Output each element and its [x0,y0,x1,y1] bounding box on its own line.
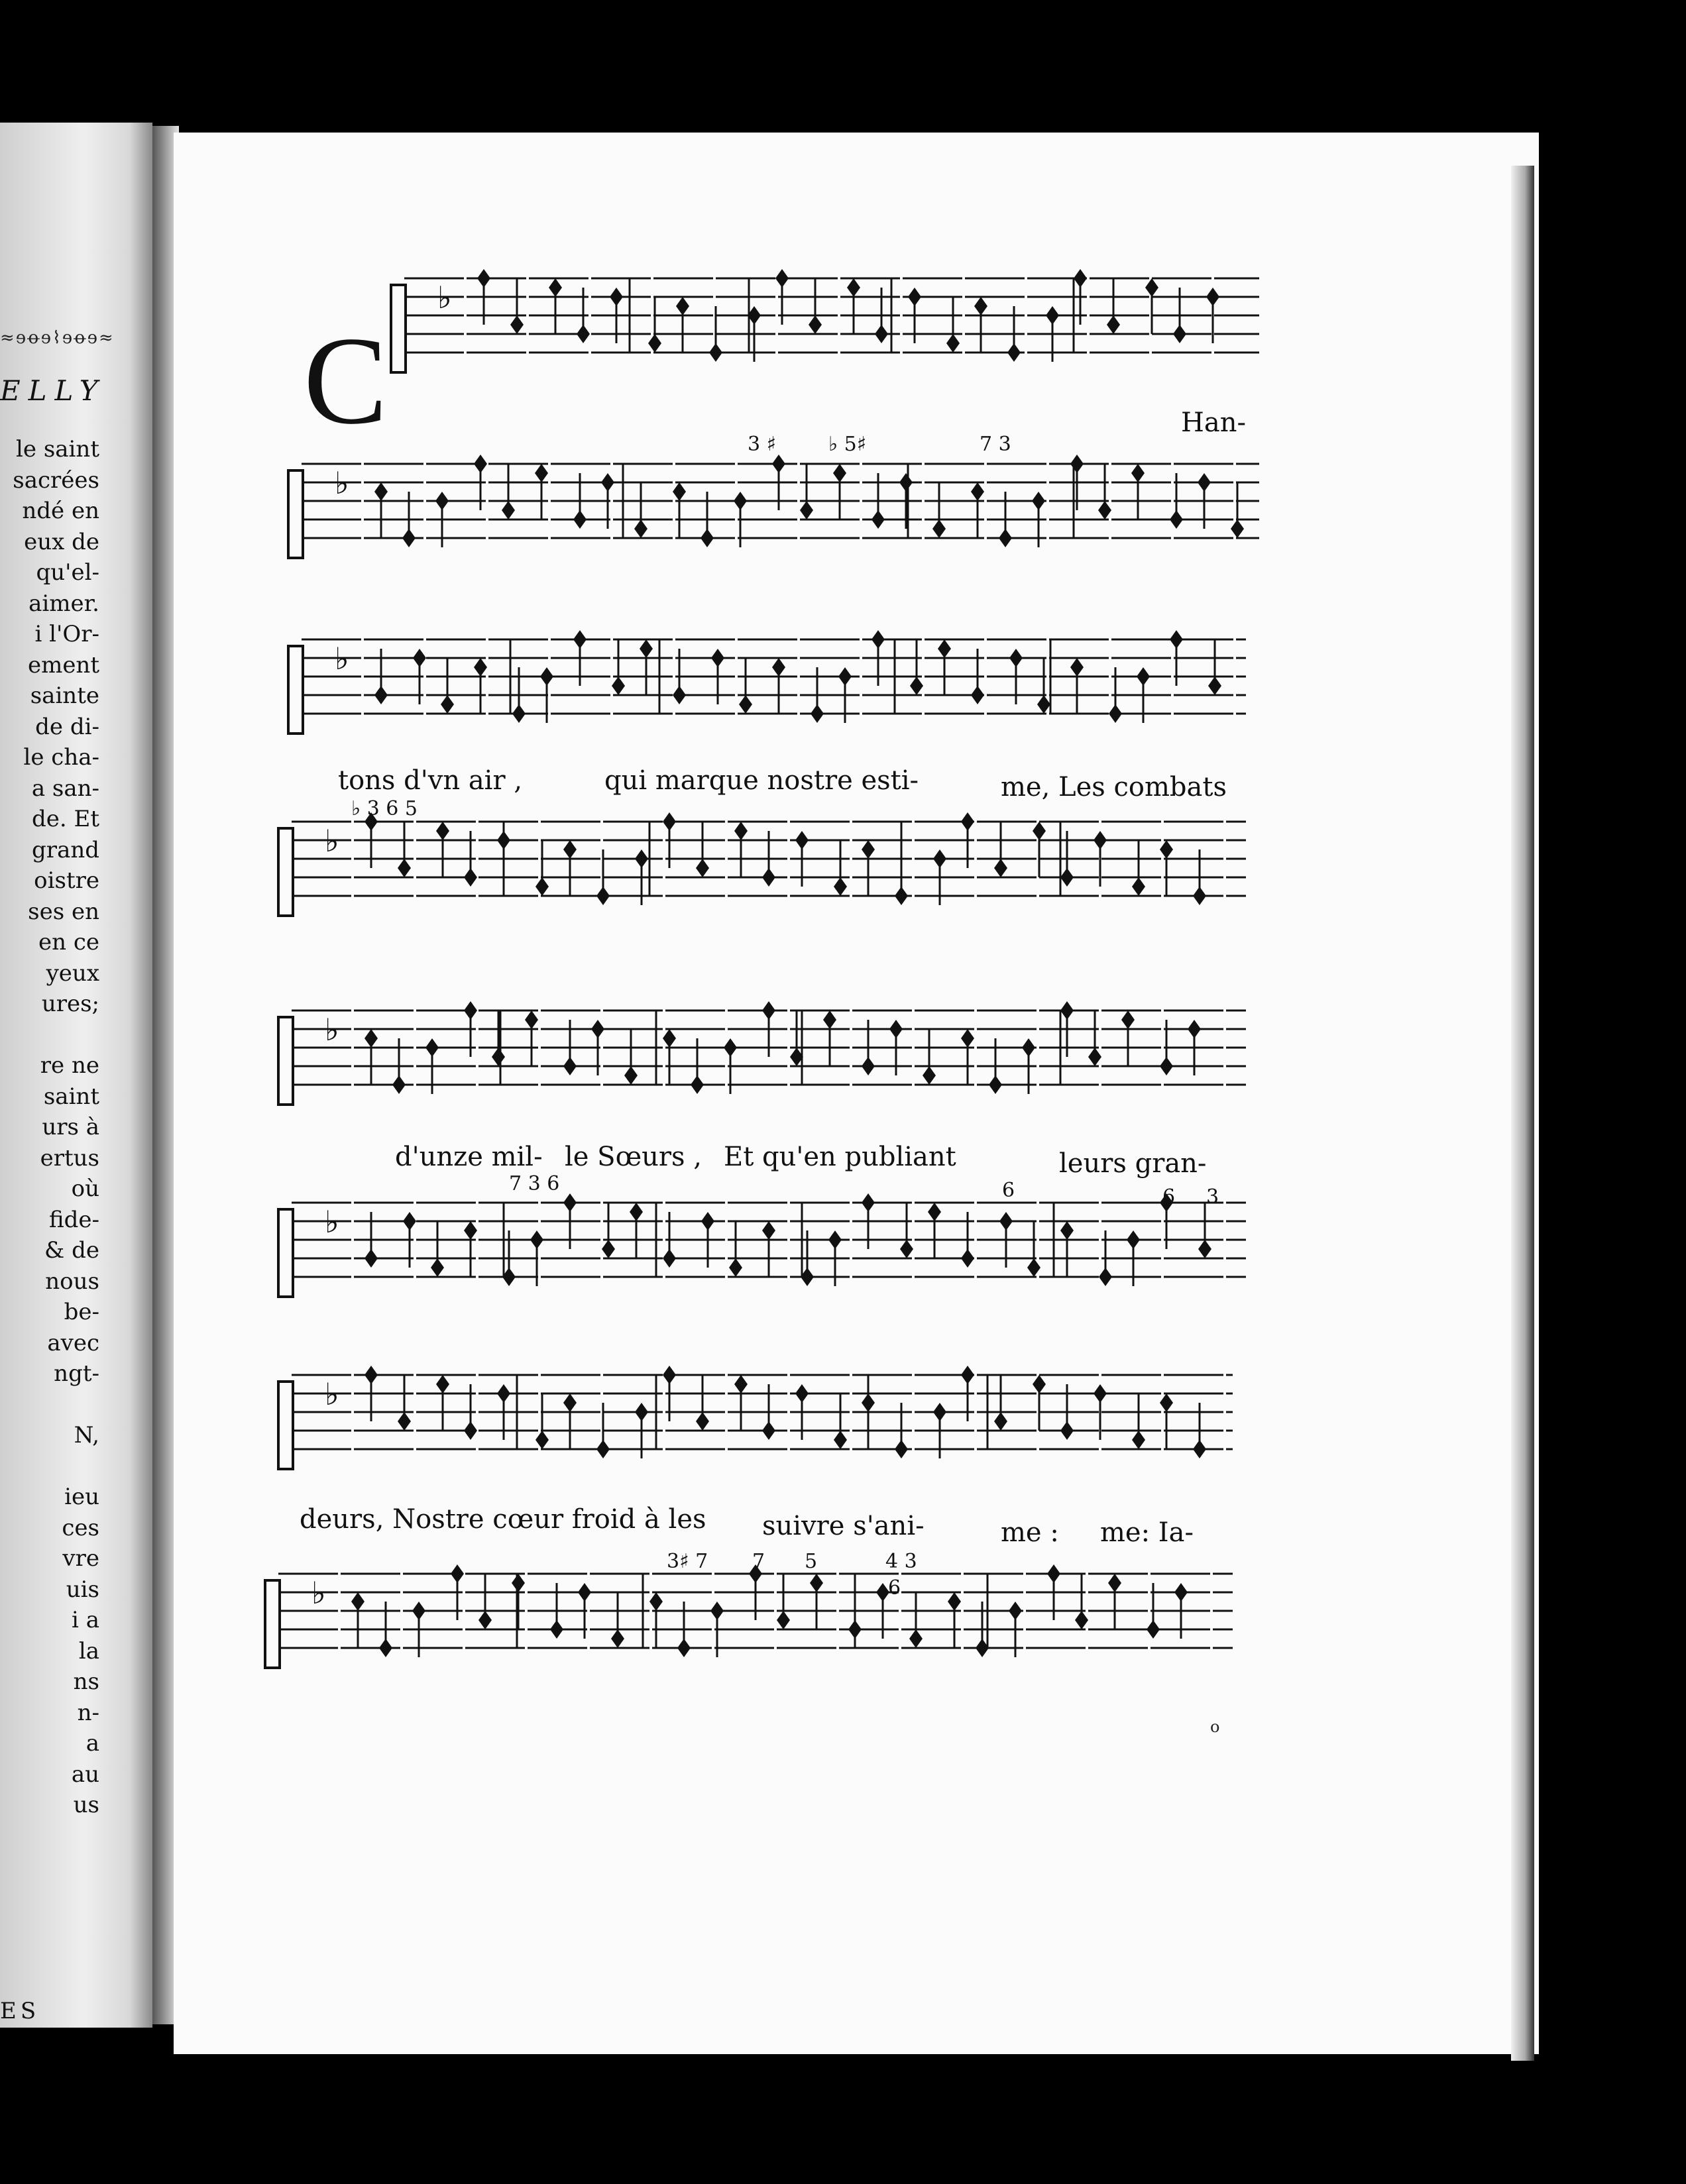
page-signature: o [1210,1718,1220,1736]
flat-sign: ♭ [335,465,349,501]
lyric: tons d'vn air , [338,765,523,796]
facing-page-line: re ne [40,1052,99,1079]
lyric: me, Les combats [1001,772,1227,802]
facing-page-line: urs à [42,1114,99,1140]
facing-page-line: saint [43,1083,99,1110]
facing-page-line: ures; [41,991,99,1017]
bass-figure: 7 [752,1550,765,1573]
facing-page-line: nous [45,1268,99,1295]
lyric: me: Ia- [1100,1517,1194,1548]
facing-page-line: ns [73,1668,99,1695]
lyric: leurs gran- [1059,1148,1207,1179]
clef [278,828,293,916]
facing-page-line: de di- [35,713,99,740]
bass-figure: 3♯ 7 [667,1550,708,1573]
facing-page-line: sainte [30,682,99,709]
bass-figure: 5 [805,1550,818,1573]
bass-figure: 4 3 [885,1550,917,1573]
facing-page-line: i l'Or- [34,621,99,647]
lyric: d'unze mil- [395,1142,543,1172]
facing-page-line: sacrées [13,466,99,494]
facing-page-line: en ce [38,929,99,956]
facing-page-line: ses en [28,898,99,925]
lyric: Han- [1181,408,1247,438]
bass-figure: 3 [1206,1185,1219,1209]
lyric: suivre s'ani- [762,1511,925,1541]
facing-page-line: vre [62,1545,99,1572]
facing-page-line: le saint [16,436,99,463]
facing-page-line: la [78,1637,99,1665]
facing-page-line: a [85,1730,99,1757]
facing-page-line: yeux [46,959,99,987]
initial-letter: C [304,311,388,451]
facing-page-line: ndé en [22,498,99,524]
catchword: ES [0,1998,40,2024]
lyric: me : [1001,1517,1059,1548]
facing-page-line: avec [47,1329,99,1356]
bass-figure: 7 3 [980,433,1011,456]
facing-page-line: ement [27,651,99,679]
flat-sign: ♭ [325,1012,339,1048]
clef [278,1382,293,1469]
clef [265,1580,280,1668]
clef [391,285,406,372]
lyric: Et qu'en publiant [724,1142,956,1172]
bass-figure: 7 3 6 [509,1172,560,1195]
flat-sign: ♭ [437,280,452,315]
clef [288,470,303,558]
lyric: qui marque nostre esti- [604,765,919,796]
facing-page-line: us [73,1792,99,1818]
facing-page-line: ieu [64,1484,99,1510]
flat-sign: ♭ [311,1575,326,1611]
flat-sign: ♭ [325,1204,339,1240]
ornament: ≈ɘꝋɘ⌇ɘꝋɘ≈ [0,328,115,348]
facing-page-line: aimer. [28,590,99,617]
facing-page-line: de. Et [32,806,99,832]
flat-sign: ♭ [325,823,339,859]
facing-page-line: ces [62,1514,99,1541]
facing-page-line: eux de [24,528,99,555]
clef [278,1017,293,1105]
bass-figure: 6 [1162,1185,1176,1209]
bass-figure: 6 [1002,1179,1015,1202]
facing-page-line: oistre [34,867,99,894]
facing-page-line: au [71,1761,99,1788]
facing-page-line: où [71,1175,99,1202]
flat-sign: ♭ [335,641,349,677]
facing-page-line: N, [74,1422,99,1448]
facing-page-line: be- [64,1299,99,1325]
bass-figure: 3 ♯ [748,433,777,456]
facing-page-line: n- [77,1699,99,1726]
flat-sign: ♭ [325,1376,339,1412]
facing-page-line: ngt- [54,1360,99,1387]
lyric: le Sœurs , [565,1142,702,1172]
facing-page-line: fide- [48,1206,99,1233]
bass-figure: 6 [888,1576,901,1600]
facing-page-line: a san- [31,775,99,802]
facing-page-line: & de [44,1237,99,1264]
clef [278,1209,293,1297]
facing-page-line: qu'el- [36,559,99,586]
bass-figure: ♭ 5♯ [828,433,867,456]
clef [288,646,303,734]
facing-page-line: grand [32,836,99,863]
facing-page-line: uis [66,1576,99,1603]
bass-figure: ♭ 3 6 5 [351,797,418,820]
running-header: ELLY [0,374,106,407]
lyric: deurs, Nostre cœur froid à les [300,1504,706,1535]
facing-page-line: le cha- [23,744,99,771]
facing-page-line: i a [72,1607,99,1633]
facing-page-line: ertus [40,1144,99,1172]
